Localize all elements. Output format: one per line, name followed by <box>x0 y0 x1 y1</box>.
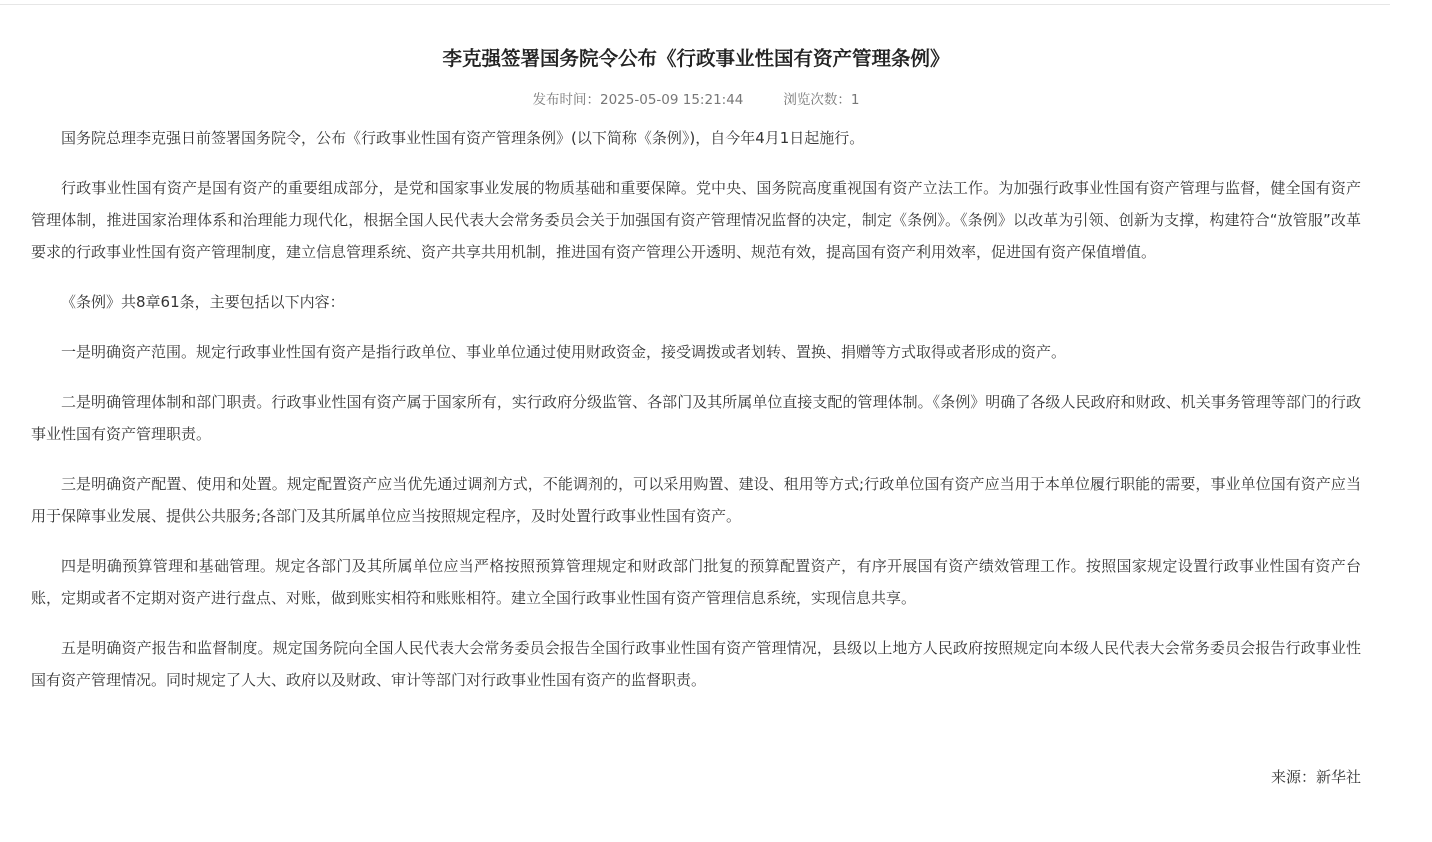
article-body <box>31 122 1361 714</box>
article-source: 来源：新华社 <box>1270 768 1361 786</box>
paragraph: 二是明确管理体制和部门职责。行政事业性国有资产属于国家所有，实行政府分级监管、各部门及其所属单位直接支配的管理体制。《条例》明确了各级人民政府和财政、机关事务管理等部门的行政事业性国有资产管理职责。 <box>31 393 1361 443</box>
publish-time-label: 发布时间： <box>532 92 600 108</box>
paragraph: 四是明确预算管理和基础管理。规定各部门及其所属单位应当严格按照预算管理规定和财政部门批复的预算配置资产，有序开展国有资产绩效管理工作。按照国家规定设置行政事业性国有资产台账，定期或者不定期对资产进行盘点、对账，做到账实相符和账账相符。建立全国行政事业性国有资产管理信息系统，实现信息共享。 <box>31 557 1361 607</box>
paragraph: 行政事业性国有资产是国有资产的重要组成部分，是党和国家事业发展的物质基础和重要保障。党中央、国务院高度重视国有资产立法工作。为加强行政事业性国有资产管理与监督，健全国有资产管理体制，推进国家治理体系和治理能力现代化，根据全国人民代表大会常务委员会关于加强国有资产管理情况监督的决定，制定《条例》。《条例》以改革为引领、创新为支撑，构建符合“放管服”改革要求的行政事业性国有资产管理制度，建立信息管理系统、资产共享共用机制，推进国有资产管理公开透明、规范有效，提高国有资产利用效率，促进国有资产保值增值。 <box>31 179 1361 261</box>
views-label: 浏览次数： <box>783 92 851 108</box>
views-count: 1 <box>850 92 860 108</box>
publish-time: 2025-05-09 15:21:44 <box>600 92 744 108</box>
top-divider <box>0 4 1390 5</box>
paragraph: 三是明确资产配置、使用和处置。规定配置资产应当优先通过调剂方式，不能调剂的，可以采用购置、建设、租用等方式;行政单位国有资产应当用于本单位履行职能的需要，事业单位国有资产应当用于保障事业发展、提供公共服务;各部门及其所属单位应当按照规定程序，及时处置行政事业性国有资产。 <box>31 475 1361 525</box>
article-meta <box>31 89 1361 111</box>
article-title: 李克强签署国务院令公布《行政事业性国有资产管理条例》 <box>442 47 950 70</box>
paragraph: 一是明确资产范围。规定行政事业性国有资产是指行政单位、事业单位通过使用财政资金，接受调拨或者划转、置换、捐赠等方式取得或者形成的资产。 <box>61 343 1067 361</box>
paragraph: 国务院总理李克强日前签署国务院令，公布《行政事业性国有资产管理条例》(以下简称《条例》)，自今年4月1日起施行。 <box>61 129 865 147</box>
paragraph: 《条例》共8章61条，主要包括以下内容： <box>61 293 345 311</box>
paragraph: 五是明确资产报告和监督制度。规定国务院向全国人民代表大会常务委员会报告全国行政事业性国有资产管理情况，县级以上地方人民政府按照规定向本级人民代表大会常务委员会报告行政事业性国有资产管理情况。同时规定了人大、政府以及财政、审计等部门对行政事业性国有资产的监督职责。 <box>31 639 1361 689</box>
